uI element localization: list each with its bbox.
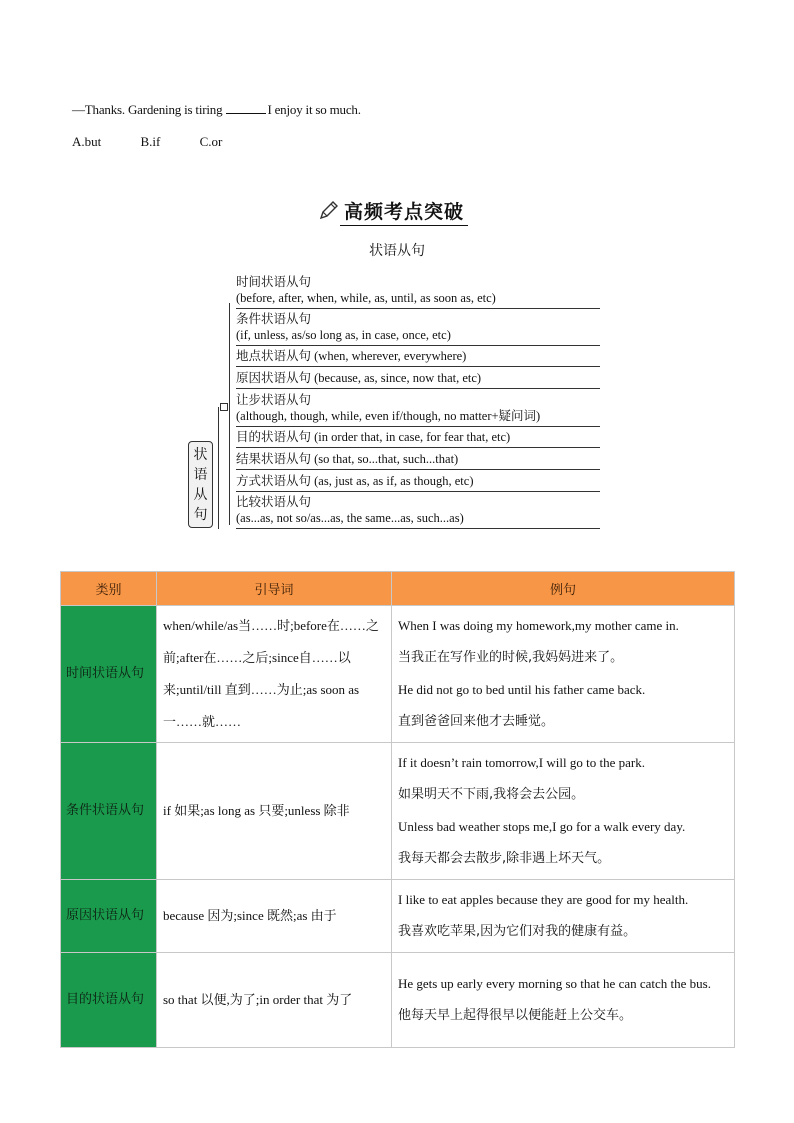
question-text-after: I enjoy it so much. [267,102,361,117]
mindmap-item-comparison: 比较状语从句 (as...as, not so/as...as, the same...as, such...as) [236,493,600,529]
mindmap-item-reason: 原因状语从句 (because, as, since, now that, etc) [236,369,600,389]
mindmap-root [188,441,213,528]
mindmap-root-char: 状 [193,446,208,463]
option-b[interactable]: B.if [140,134,161,149]
mindmap-item-place: 地点状语从句 (when, wherever, everywhere) [236,347,600,367]
answer-options [72,134,258,150]
mindmap-node-marker [220,403,228,411]
mindmap-connector [218,407,219,529]
mindmap-item-concession: 让步状语从句 (although, though, while, even if/though, no matter+疑问词) [236,391,600,427]
row-guide-words: because 因为;since 既然;as 由于 [157,880,392,953]
mindmap-item-result: 结果状语从句 (so that, so...that, such...that) [236,450,600,470]
section-title-underline [340,225,468,226]
row-guide-words: when/while/as当……时;before在……之前;after在……之后;since自……以来;until/till 直到……为止;as soon as一……就…… [157,606,392,743]
header-examples: 例句 [392,572,735,606]
table-row [61,880,735,953]
answer-blank[interactable] [226,102,266,114]
section-subtitle: 状语从句 [369,243,425,259]
table-row [61,743,735,880]
row-examples: I like to eat apples because they are good for my health. 我喜欢吃苹果,因为它们对我的健康有益。 [392,880,735,953]
question-line [72,102,361,118]
section-title [318,196,464,224]
mindmap-item-time: 时间状语从句 (before, after, when, while, as, until, as soon as, etc) [236,273,600,309]
row-category: 目的状语从句 [61,953,157,1048]
table-row [61,953,735,1048]
option-c[interactable]: C.or [199,134,223,149]
row-category: 时间状语从句 [61,606,157,743]
table-header-row [61,572,735,606]
option-a[interactable]: A.but [72,134,102,149]
clause-table [60,571,735,1048]
table-row [61,606,735,743]
row-examples: When I was doing my homework,my mother came in. 当我正在写作业的时候,我妈妈进来了。 He did not go to bed until his father came back. 直到爸爸回来他才去睡觉。 [392,606,735,743]
mindmap-item-manner: 方式状语从句 (as, just as, as if, as though, etc) [236,472,600,492]
row-examples: If it doesn’t rain tomorrow,I will go to the park. 如果明天不下雨,我将会去公园。 Unless bad weather stops me,I go for a walk every day. 我每天都会去散步,除非遇上坏天气。 [392,743,735,880]
mindmap-root-char: 语 [193,466,208,483]
row-category: 原因状语从句 [61,880,157,953]
mindmap-root-char: 句 [193,506,208,523]
mindmap-bracket [229,303,230,525]
row-examples: He gets up early every morning so that he can catch the bus. 他每天早上起得很早以便能赶上公交车。 [392,953,735,1048]
header-category: 类别 [61,572,157,606]
mindmap-root-char: 从 [193,486,208,503]
question-text-before: —Thanks. Gardening is tiring [72,102,226,117]
pencil-icon [318,199,340,221]
row-guide-words: so that 以便,为了;in order that 为了 [157,953,392,1048]
mindmap-item-condition: 条件状语从句 (if, unless, as/so long as, in case, once, etc) [236,310,600,346]
mindmap-item-purpose: 目的状语从句 (in order that, in case, for fear that, etc) [236,428,600,448]
section-title-text: 高频考点突破 [344,200,465,223]
row-guide-words: if 如果;as long as 只要;unless 除非 [157,743,392,880]
row-category: 条件状语从句 [61,743,157,880]
header-guide-words: 引导词 [157,572,392,606]
